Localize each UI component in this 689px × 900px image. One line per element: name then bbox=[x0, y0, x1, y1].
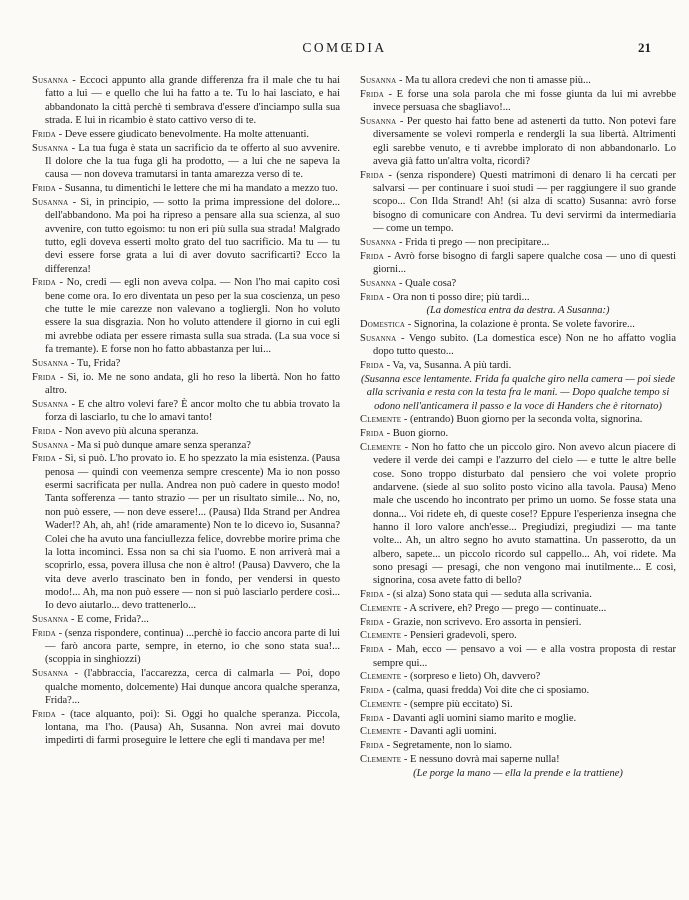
speaker-name: Susanna bbox=[360, 236, 397, 248]
speaker-name: Clemente bbox=[360, 602, 402, 614]
dialogue-paragraph bbox=[32, 667, 340, 707]
right-column bbox=[360, 74, 676, 781]
dialogue-text: - A scrivere, eh? Prego — prego — continuate... bbox=[401, 602, 607, 614]
dialogue-text: - Tu, Frida? bbox=[68, 357, 121, 369]
dialogue-text: - E forse una sola parola che mi fosse giunta da lui mi avrebbe invece persuasa che sbagliavo!... bbox=[373, 88, 676, 114]
dialogue-text: - Deve essere giudicato benevolmente. Ha molte attenuanti. bbox=[55, 128, 310, 140]
speaker-name: Clemente bbox=[360, 726, 402, 738]
dialogue-paragraph bbox=[360, 629, 676, 642]
dialogue-text: (Le porge la mano — ella la prende e la trattiene) bbox=[413, 767, 623, 779]
dialogue-text: - Quale cosa? bbox=[396, 277, 457, 289]
stage-direction bbox=[360, 373, 676, 413]
stage-direction bbox=[360, 304, 676, 317]
dialogue-paragraph bbox=[360, 332, 676, 359]
left-column bbox=[32, 74, 340, 748]
dialogue-paragraph bbox=[360, 602, 676, 615]
speaker-name: Susanna bbox=[360, 332, 397, 344]
dialogue-paragraph bbox=[360, 291, 676, 304]
dialogue-paragraph bbox=[360, 725, 676, 738]
speaker-name: Clemente bbox=[360, 754, 402, 765]
speaker-name: Susanna bbox=[32, 357, 69, 369]
dialogue-paragraph bbox=[360, 739, 676, 752]
dialogue-text: - Avrò forse bisogno di fargli sapere qualche cosa — uno di questi giorni... bbox=[373, 250, 676, 275]
dialogue-paragraph bbox=[360, 643, 676, 670]
dialogue-paragraph bbox=[360, 236, 676, 249]
speaker-name: Clemente bbox=[360, 441, 402, 453]
speaker-name: Frida bbox=[360, 169, 384, 181]
speaker-name: Susanna bbox=[32, 398, 69, 410]
speaker-name: Frida bbox=[32, 425, 56, 437]
dialogue-text: - (entrando) Buon giorno per la seconda volta, signorina. bbox=[401, 414, 643, 426]
speaker-name: Frida bbox=[32, 371, 56, 383]
dialogue-paragraph bbox=[32, 74, 340, 127]
dialogue-text: - (calma, quasi fredda) Voi dite che ci sposiamo. bbox=[383, 685, 590, 697]
dialogue-text: - Sì, si può. L'ho provato io. E ho spezzato la mia esistenza. (Pausa penosa — quindi con veemenza sempre crescente) Ma io non posso esermi sacrificata per nulla. Andrea non può cadere in questo modo! Tanta sofferenza — tanto strazio — per un risultato simile... No, no, non può essere, — non deve essere!... (Pausa) Ilda Strand per Andrea Wader!? Ah, ah, ah! (ride amaramente) Non te lo dicevo io, Susanna? Colei che ha avuto una fanciullezza felice, dovrebbe morire prima che la lotta incominci. Essa non sa chi sia l'uomo. E non arriverà mai a scoprirlo, essa, povera illusa che non è altro! (Pausa) Davvero, che la vita deve averlo trascinato ben in fondo, per vendersi in questo modo!... Ah, ma non può essere — non si può lasciarlo perdere così... Io devo aiutarlo... devo trattenerlo... bbox=[45, 453, 340, 612]
speaker-name: Susanna bbox=[32, 142, 69, 154]
speaker-name: Frida bbox=[32, 453, 56, 465]
dialogue-text: - (tace alquanto, poi): Sì. Oggi ho qualche speranza. Piccola, lontana, ma l'ho. (Pausa) Ah, Susanna. Non avrei mai dovuto impedirti di farmi proseguire le lettere che egli ti mandava per me! bbox=[45, 708, 340, 747]
page-number: 21 bbox=[638, 40, 651, 55]
dialogue-paragraph bbox=[360, 712, 676, 725]
dialogue-paragraph bbox=[360, 753, 676, 766]
dialogue-paragraph bbox=[360, 588, 676, 601]
page-header bbox=[0, 40, 689, 60]
dialogue-text: - Frida ti prego — non precipitare... bbox=[396, 236, 550, 248]
dialogue-text: - Grazie, non scrivevo. Ero assorta in pensieri. bbox=[383, 616, 582, 628]
dialogue-paragraph bbox=[32, 439, 340, 452]
dialogue-paragraph bbox=[32, 613, 340, 626]
dialogue-text: - Davanti agli uomini siamo marito e moglie. bbox=[383, 712, 577, 724]
dialogue-text: - Davanti agli uomini. bbox=[401, 726, 497, 738]
dialogue-text: - Non ho fatto che un piccolo giro. Non avevo alcun piacere di vedere il verde dei campi e l'azzurro del cielo — e tutte le altre belle cose. Sono troppo disturbato dal pensiero che voi volete proprio andarvene. (siede al suo solito posto vicino alla tavola. Pausa) Meno male che uscendo ho incontrato per primo un uomo. Se fosse stata una donna... Voi ridete eh, di queste cose!? Eppure l'esperienza insegna che hanno il loro valore anch'esse... Pregiudizi, pregiudizi — ma tante volte... Ah, un altro segno ho avuto stamattina. Un passerotto, da un albero, sapete... un piccolo ricordo sul cappello... Ah, voi ridete. Ma sono presagi — presagi, che non vengono mai inutilmente... E così, signorina, cosa avete fatto di bello? bbox=[373, 441, 676, 587]
dialogue-text: - Buon giorno. bbox=[383, 428, 449, 440]
speaker-name: Frida bbox=[360, 740, 384, 752]
dialogue-paragraph bbox=[360, 115, 676, 168]
dialogue-text: - Signorina, la colazione è pronta. Se volete favorire... bbox=[405, 319, 635, 331]
speaker-name: Susanna bbox=[360, 277, 397, 289]
speaker-name: Susanna bbox=[32, 668, 69, 680]
speaker-name: Susanna bbox=[360, 75, 397, 86]
dialogue-text: - Sì, io. Me ne sono andata, gli ho reso la libertà. Non ho fatto altro. bbox=[45, 371, 340, 396]
dialogue-paragraph bbox=[32, 398, 340, 425]
dialogue-paragraph bbox=[360, 698, 676, 711]
dialogue-paragraph bbox=[360, 277, 676, 290]
stage-direction bbox=[360, 767, 676, 780]
speaker-name: Frida bbox=[32, 128, 56, 140]
dialogue-paragraph bbox=[32, 357, 340, 370]
dialogue-text: (La domestica entra da destra. A Susanna:) bbox=[426, 305, 610, 317]
speaker-name: Frida bbox=[360, 88, 384, 100]
speaker-name: Frida bbox=[360, 291, 384, 303]
speaker-name: Clemente bbox=[360, 414, 402, 426]
speaker-name: Susanna bbox=[32, 439, 69, 451]
dialogue-text: - Sì, in principio, — sotto la prima impressione del dolore... dell'abbandono. Ma poi ha ripreso a pensare alla sua scienza, al suo avvenire, con tutto egoismo: tu non eri più sulla sua strada! Malgrado tutto, egli doveva esserti molto grato del tuo sacrificio. Ma tu — tu devi essere forse grata a lui di aver dovuto sacrificarti? Ecco la differenza! bbox=[45, 196, 340, 275]
dialogue-text: - Ora non ti posso dire; più tardi... bbox=[383, 291, 530, 303]
speaker-name: Frida bbox=[360, 616, 384, 628]
dialogue-paragraph bbox=[360, 169, 676, 236]
dialogue-paragraph bbox=[32, 142, 340, 182]
dialogue-text: - Non avevo più alcuna speranza. bbox=[55, 425, 199, 437]
dialogue-text: - Ma tu allora credevi che non ti amasse più... bbox=[396, 75, 591, 86]
speaker-name: Domestica bbox=[360, 319, 406, 331]
speaker-name: Frida bbox=[360, 250, 384, 262]
dialogue-paragraph bbox=[32, 452, 340, 612]
dialogue-text: - E che altro volevi fare? È ancor molto che tu abbia trovato la forza di lasciarlo, tu che lo amavi tanto! bbox=[45, 398, 340, 424]
dialogue-text: - (senza rispondere) Questi matrimoni di denaro li ha cercati per salvarsi — per continuare i suoi studi — per raggiungere il suo grande scopo... Con Ilda Strand! Ah! (si alza di scatto) Susanna: avrò forse bisogno di comunicare con Andrea. Tu devi servirmi da intermediaria — come un tempo. bbox=[373, 169, 676, 235]
dialogue-text: - No, credi — egli non aveva colpa. — Non l'ho mai capito così bene come ora. Io ero diventata un peso per la sua coscienza, un peso che tutte le mie carezze non valevano a togliergli. Non ho voluto essere la sua disgrazia. Non ho voluto attendere il giorno in cui egli mi avrebbe odiata per essere rimasta sulla sua strada. (La sua voce si fa tremante). E forse non ho fatto abbastanza per lui... bbox=[45, 277, 340, 356]
speaker-name: Frida bbox=[32, 627, 56, 639]
dialogue-paragraph bbox=[360, 616, 676, 629]
speaker-name: Susanna bbox=[32, 614, 69, 625]
dialogue-paragraph bbox=[32, 182, 340, 195]
speaker-name: Frida bbox=[360, 712, 384, 724]
dialogue-paragraph bbox=[32, 425, 340, 438]
dialogue-paragraph bbox=[32, 276, 340, 356]
speaker-name: Frida bbox=[32, 277, 56, 289]
dialogue-text: - Susanna, tu dimentichi le lettere che mi ha mandato a mezzo tuo. bbox=[55, 183, 338, 195]
dialogue-paragraph bbox=[360, 74, 676, 87]
dialogue-text: - (senza rispondere, continua) ...perchè io faccio ancora parte di lui — farò ancora parte, sempre, in eterno, io che sono stata sua!... (scoppia in singhiozzi) bbox=[45, 627, 340, 666]
speaker-name: Frida bbox=[360, 360, 384, 372]
speaker-name: Clemente bbox=[360, 698, 402, 710]
dialogue-paragraph bbox=[360, 670, 676, 683]
dialogue-text: - (si alza) Sono stata qui — seduta alla scrivania. bbox=[383, 589, 592, 601]
dialogue-text: - Ma si può dunque amare senza speranza? bbox=[68, 439, 251, 451]
dialogue-paragraph bbox=[32, 627, 340, 667]
speaker-name: Frida bbox=[32, 183, 56, 195]
speaker-name: Frida bbox=[360, 589, 384, 601]
speaker-name: Frida bbox=[360, 644, 384, 656]
journal-title: COMŒDIA bbox=[302, 40, 387, 55]
dialogue-paragraph bbox=[360, 427, 676, 440]
speaker-name: Susanna bbox=[360, 115, 397, 127]
speaker-name: Susanna bbox=[32, 75, 69, 86]
dialogue-paragraph bbox=[32, 708, 340, 748]
dialogue-text: - (sorpreso e lieto) Oh, davvero? bbox=[401, 671, 541, 683]
dialogue-paragraph bbox=[360, 88, 676, 115]
dialogue-paragraph bbox=[360, 359, 676, 372]
dialogue-text: - E nessuno dovrà mai saperne nulla! bbox=[401, 754, 560, 765]
dialogue-paragraph bbox=[360, 318, 676, 331]
speaker-name: Frida bbox=[360, 685, 384, 697]
dialogue-text: - Mah, ecco — pensavo a voi — e alla vostra proposta di restar sempre qui... bbox=[373, 644, 676, 669]
speaker-name: Susanna bbox=[32, 196, 69, 208]
dialogue-paragraph bbox=[32, 128, 340, 141]
dialogue-text: - (l'abbraccia, l'accarezza, cerca di calmarla — Poi, dopo qualche momento, dolcemente) Hai dunque ancora qualche speranza, Frida?... bbox=[45, 668, 340, 706]
speaker-name: Frida bbox=[32, 708, 56, 720]
dialogue-text: - (sempre più eccitato) Sì. bbox=[401, 698, 513, 710]
speaker-name: Frida bbox=[360, 428, 384, 440]
speaker-name: Clemente bbox=[360, 630, 402, 642]
speaker-name: Clemente bbox=[360, 671, 402, 683]
dialogue-paragraph bbox=[360, 413, 676, 426]
dialogue-text: - Vengo subito. (La domestica esce) Non ne ho affatto voglia dopo tutto questo... bbox=[373, 332, 676, 358]
dialogue-text: - E come, Frida?... bbox=[68, 614, 149, 625]
dialogue-text: - Per questo hai fatto bene ad astenerti da tutto. Non potevi fare diversamente se volevi romperla e rendergli la sua libertà. Altrimenti egli sarebbe venuto, e ti avrebbe implorato di non abbandonarlo. Lo aveva già fatto un'altra volta, ricordi? bbox=[373, 115, 676, 167]
dialogue-paragraph bbox=[32, 196, 340, 276]
dialogue-text: - Va, va, Susanna. A più tardi. bbox=[383, 360, 512, 372]
dialogue-paragraph bbox=[360, 250, 676, 277]
dialogue-paragraph bbox=[32, 371, 340, 398]
dialogue-paragraph bbox=[360, 684, 676, 697]
dialogue-text: - Eccoci appunto alla grande differenza fra il male che tu hai fatto a lui — e quello che lui ha fatto a te. Tu lo hai lasciato, e hai abbandonato la città perchè ti sembrava d'essere d'inciampo sulla sua strada. E lui in ricambio è stato cattivo verso di te. bbox=[45, 75, 340, 127]
dialogue-text: (Susanna esce lentamente. Frida fa qualche giro nella camera — poi siede alla scrivania e resta con la testa fra le mani. — Dopo qualche tempo si odono nell'anticamera il passo e la voce di Handers che è ritornato) bbox=[361, 373, 675, 412]
dialogue-text: - Segretamente, non lo siamo. bbox=[383, 740, 512, 752]
dialogue-text: - La tua fuga è stata un sacrificio da te offerto al suo avvenire. Il dolore che la tua fuga gli ha prodotto, — a lui che ne sapeva la causa — non doveva tramutarsi in tanta amarezza verso di te. bbox=[45, 142, 340, 181]
dialogue-paragraph bbox=[360, 441, 676, 588]
dialogue-text: - Pensieri gradevoli, spero. bbox=[401, 630, 517, 642]
